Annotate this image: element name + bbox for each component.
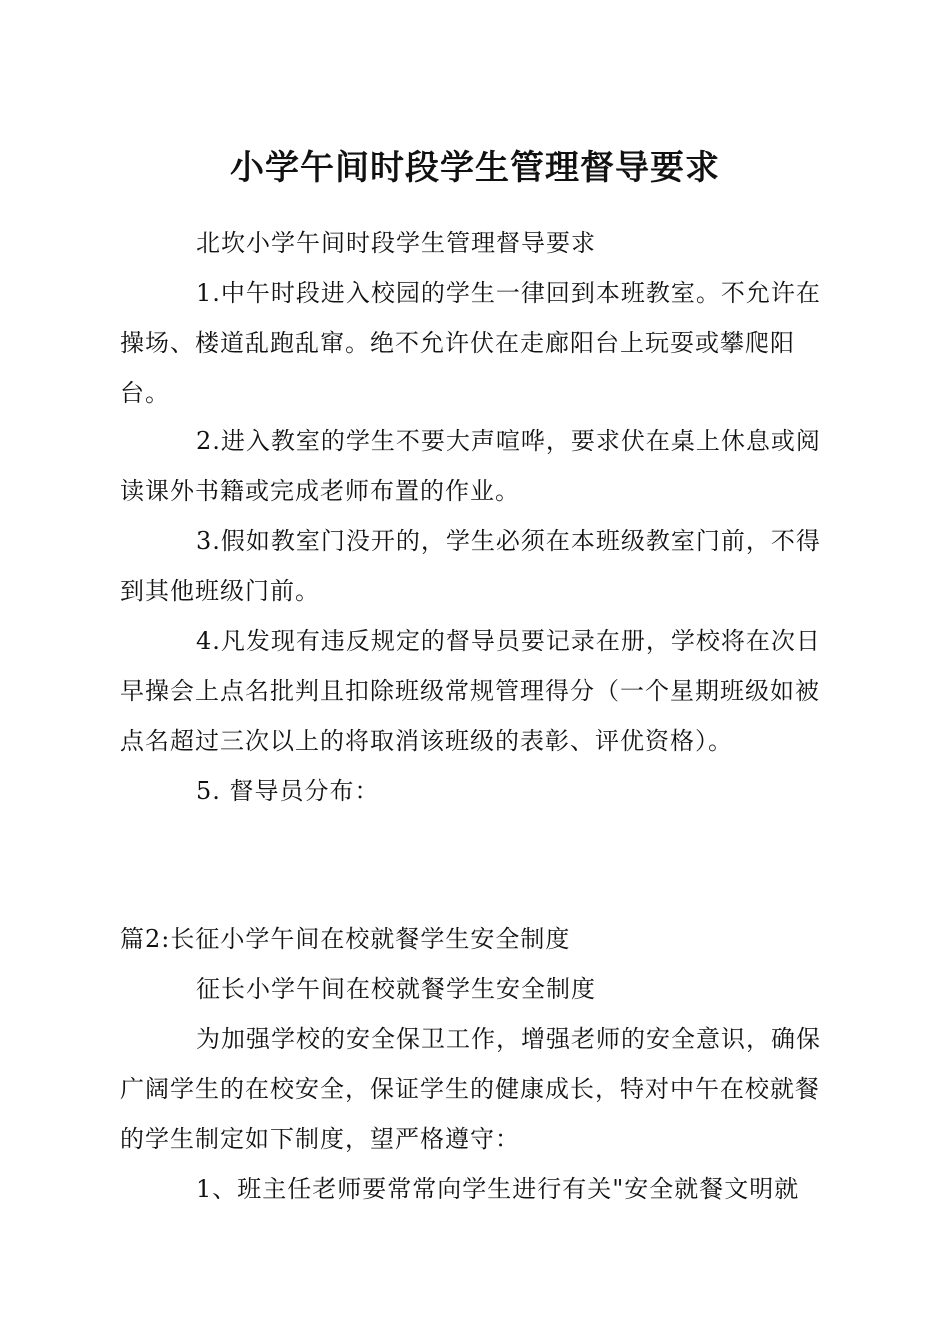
rule-paragraph-6: 1、班主任老师要常常向学生进行有关"安全就餐文明就 [196, 1175, 800, 1203]
rule-paragraph-3: 3.假如教室门没开的，学生必须在本班级教室门前，不得到其他班级门前。 [120, 527, 821, 605]
document-title: 小学午间时段学生管理督导要求 [230, 148, 720, 188]
section-subtitle: 征长小学午间在校就餐学生安全制度 [196, 975, 596, 1003]
rule-paragraph-2: 2.进入教室的学生不要大声喧哗，要求伏在桌上休息或阅读课外书籍或完成老师布置的作业。 [120, 427, 821, 505]
section-heading: 篇2:长征小学午间在校就餐学生安全制度 [120, 925, 571, 953]
intro-paragraph: 为加强学校的安全保卫工作，增强老师的安全意识，确保广阔学生的在校安全，保证学生的健康成长，特对中午在校就餐的学生制定如下制度，望严格遵守： [120, 1025, 821, 1153]
rule-paragraph-5: 5. 督导员分布： [196, 777, 380, 805]
subtitle-paragraph: 北坎小学午间时段学生管理督导要求 [196, 229, 596, 257]
rule-paragraph-1: 1.中午时段进入校园的学生一律回到本班教室。不允许在操场、楼道乱跑乱窜。绝不允许伏在走廊阳台上玩耍或攀爬阳台。 [120, 279, 821, 407]
rule-paragraph-4: 4.凡发现有违反规定的督导员要记录在册，学校将在次日早操会上点名批判且扣除班级常规管理得分（一个星期班级如被点名超过三次以上的将取消该班级的表彰、评优资格）。 [120, 627, 821, 755]
